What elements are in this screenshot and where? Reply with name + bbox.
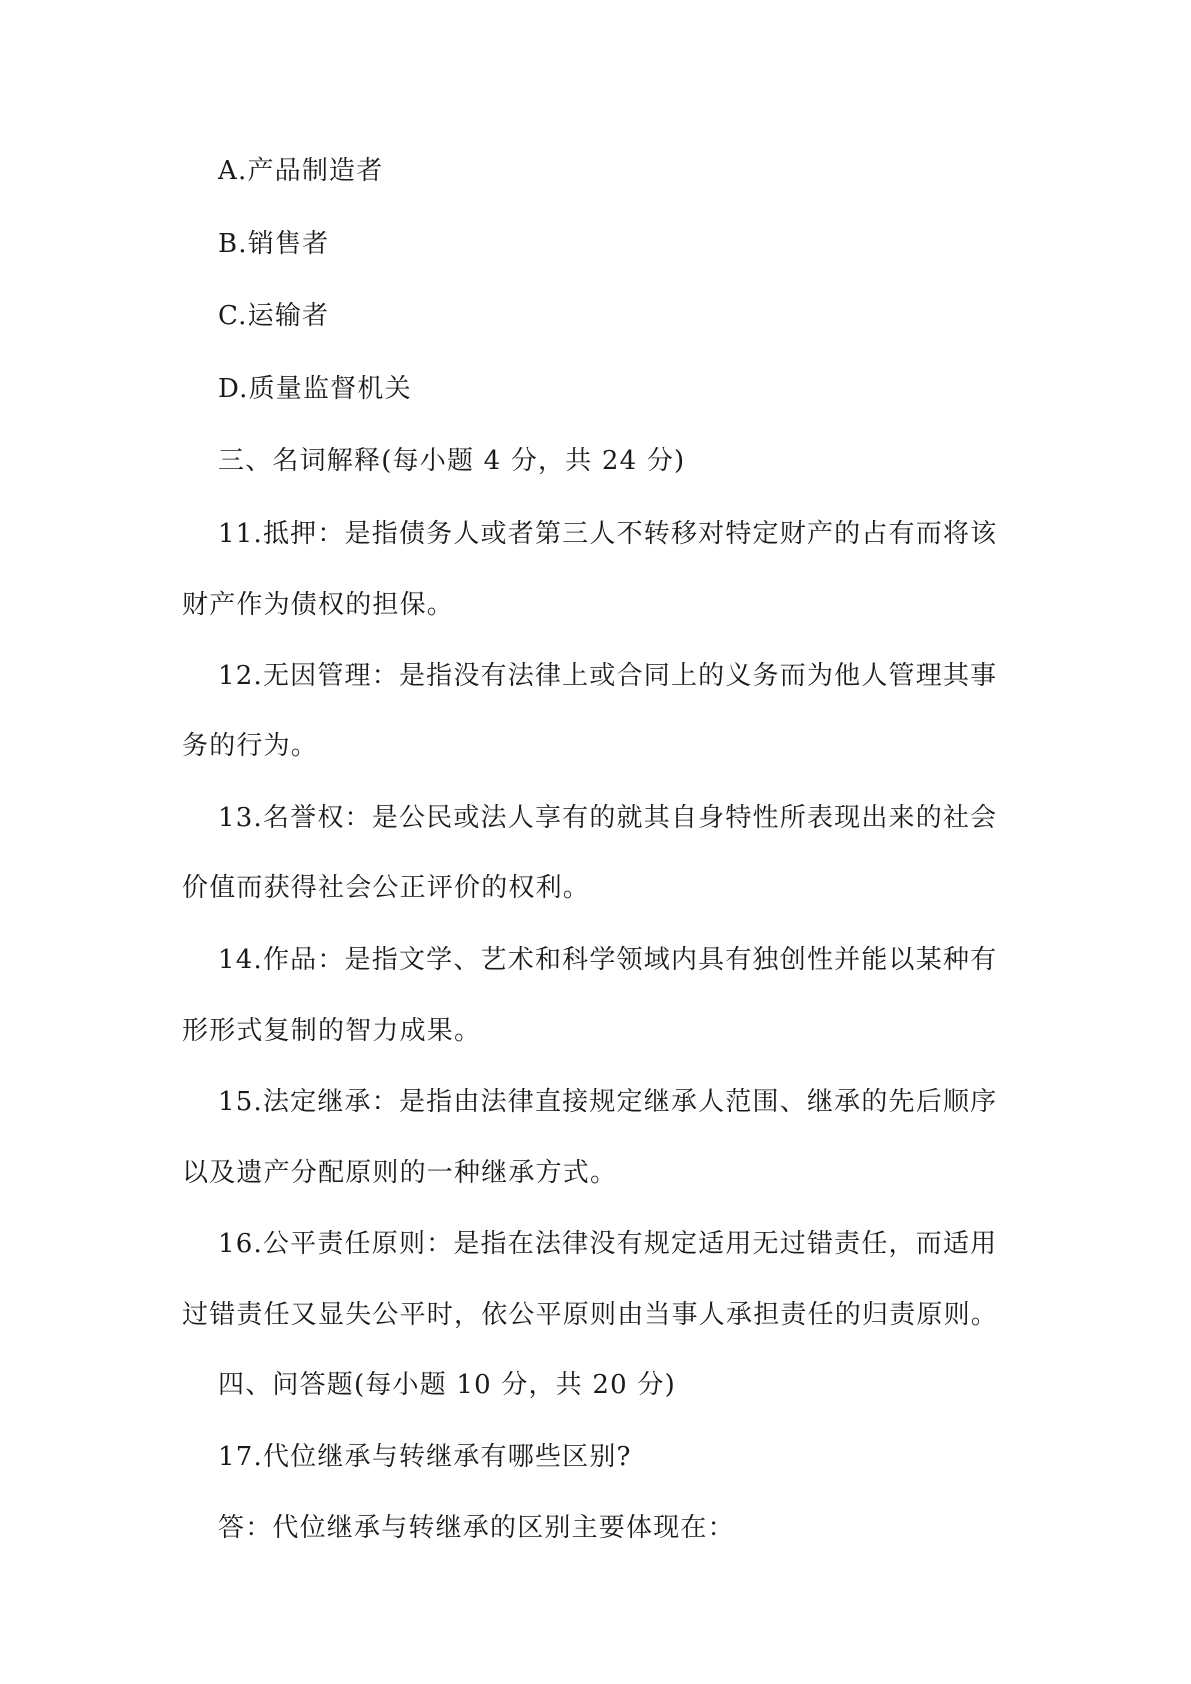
option-b: B.销售者 — [218, 229, 330, 259]
option-a: A.产品制造者 — [218, 156, 384, 186]
option-d: D.质量监督机关 — [218, 374, 412, 404]
term-14-line-1: 14.作品：是指文学、艺术和科学领域内具有独创性并能以某种有 — [218, 945, 998, 975]
term-15-line-1: 15.法定继承：是指由法律直接规定继承人范围、继承的先后顺序 — [218, 1087, 998, 1117]
term-12-line-1: 12.无因管理：是指没有法律上或合同上的义务而为他人管理其事 — [218, 661, 998, 691]
section-heading-qa: 四、问答题(每小题 10 分，共 20 分) — [218, 1370, 676, 1400]
section-heading-terms: 三、名词解释(每小题 4 分，共 24 分) — [218, 446, 686, 476]
term-11-line-1: 11.抵押：是指债务人或者第三人不转移对特定财产的占有而将该 — [218, 519, 998, 549]
term-16-line-1: 16.公平责任原则：是指在法律没有规定适用无过错责任，而适用 — [218, 1229, 998, 1259]
term-13-line-2: 价值而获得社会公正评价的权利。 — [182, 873, 591, 903]
answer-17-intro: 答：代位继承与转继承的区别主要体现在： — [218, 1513, 735, 1543]
term-11-line-2: 财产作为债权的担保。 — [182, 590, 455, 620]
option-c: C.运输者 — [218, 301, 330, 331]
term-14-line-2: 形形式复制的智力成果。 — [182, 1016, 482, 1046]
term-13-line-1: 13.名誉权：是公民或法人享有的就其自身特性所表现出来的社会 — [218, 803, 998, 833]
term-15-line-2: 以及遗产分配原则的一种继承方式。 — [182, 1158, 618, 1188]
term-16-line-2: 过错责任又显失公平时，依公平原则由当事人承担责任的归责原则。 — [182, 1300, 999, 1330]
question-17: 17.代位继承与转继承有哪些区别? — [218, 1442, 632, 1472]
term-12-line-2: 务的行为。 — [182, 731, 319, 761]
